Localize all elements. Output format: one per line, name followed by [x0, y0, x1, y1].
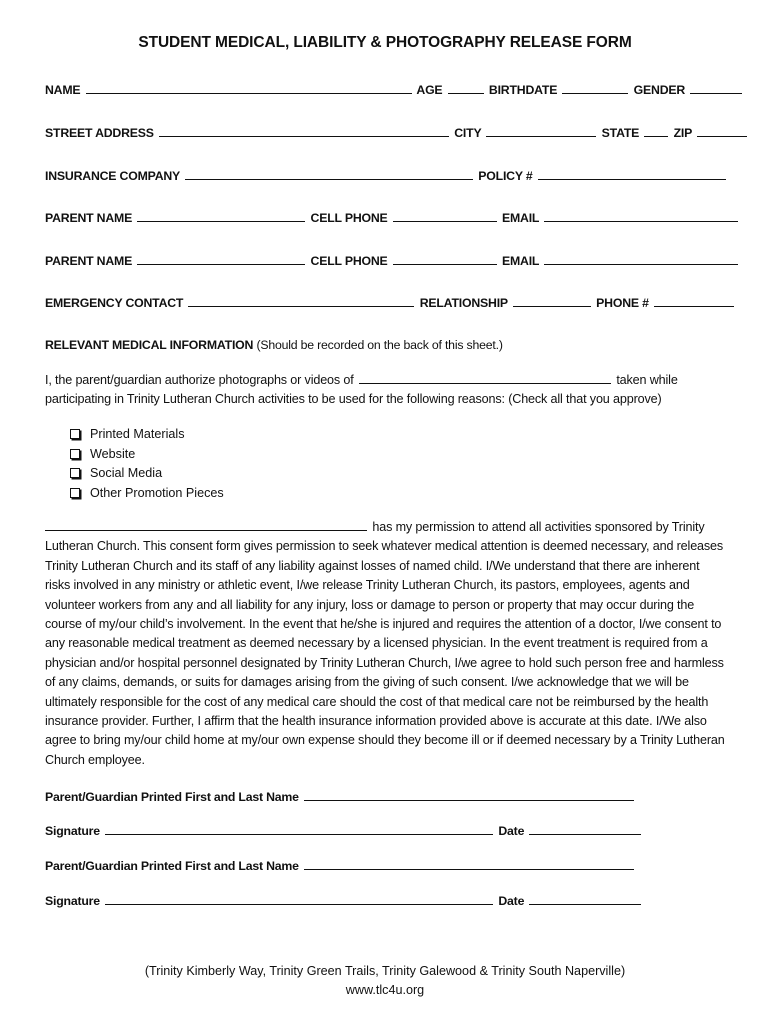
- city-field[interactable]: [486, 125, 596, 137]
- emergency-contact-field[interactable]: [188, 295, 414, 307]
- insurance-company-field[interactable]: [185, 168, 473, 180]
- relationship-label: RELATIONSHIP: [419, 296, 508, 310]
- state-label: STATE: [601, 126, 640, 140]
- zip-label: ZIP: [673, 126, 692, 140]
- option-label: Website: [90, 446, 136, 461]
- birthdate-label: BIRTHDATE: [488, 83, 558, 97]
- option-social-media[interactable]: [70, 464, 224, 484]
- street-address-label: STREET ADDRESS: [45, 126, 154, 140]
- date-field-2[interactable]: [529, 893, 641, 905]
- parent-name-label-1: PARENT NAME: [45, 211, 133, 225]
- zip-field[interactable]: [697, 125, 747, 137]
- medical-info-note: (Should be recorded on the back of this sheet.): [256, 338, 503, 352]
- signature-label-1: Signature: [45, 824, 100, 838]
- insurance-row: [45, 168, 725, 183]
- footer-locations: (Trinity Kimberly Way, Trinity Green Trails, Trinity Galewood & Trinity South Naperville): [144, 964, 626, 978]
- insurance-company-label: INSURANCE COMPANY: [45, 169, 180, 183]
- footer: [0, 962, 770, 1000]
- option-printed-materials[interactable]: [70, 425, 224, 445]
- name-label: NAME: [45, 83, 81, 97]
- city-label: CITY: [454, 126, 482, 140]
- signature-field-2[interactable]: [105, 893, 493, 905]
- option-label: Social Media: [90, 466, 163, 480]
- parent-name-field-2[interactable]: [137, 253, 305, 265]
- email-label-2: EMAIL: [501, 254, 540, 268]
- signature-row-2: [45, 893, 725, 908]
- option-website[interactable]: [70, 445, 224, 465]
- phone-label: PHONE #: [596, 296, 649, 310]
- student-info-row: [45, 82, 725, 97]
- photo-use-options: [70, 425, 224, 503]
- date-label-2: Date: [498, 894, 525, 908]
- date-label-1: Date: [498, 824, 525, 838]
- parent-row-2: [45, 253, 725, 268]
- name-field[interactable]: [86, 82, 412, 94]
- parent-row-1: [45, 210, 725, 225]
- photo-text-after: taken while participating in Trinity Lutheran Church activities to be used for the following reasons: (Check all that you approve): [45, 373, 678, 407]
- checkbox-icon[interactable]: [70, 429, 80, 439]
- emergency-row: [45, 295, 725, 310]
- consent-paragraph: [45, 518, 725, 770]
- cell-phone-field-2[interactable]: [393, 253, 497, 265]
- checkbox-icon[interactable]: [70, 468, 80, 478]
- printed-name-label-1: Parent/Guardian Printed First and Last Name: [45, 790, 299, 804]
- age-label: AGE: [416, 83, 443, 97]
- parent-name-field-1[interactable]: [137, 210, 305, 222]
- relationship-field[interactable]: [513, 295, 591, 307]
- state-field[interactable]: [644, 125, 668, 137]
- age-field[interactable]: [448, 82, 484, 94]
- cell-phone-label-1: CELL PHONE: [310, 211, 388, 225]
- cell-phone-label-2: CELL PHONE: [310, 254, 388, 268]
- emergency-contact-label: EMERGENCY CONTACT: [45, 296, 184, 310]
- printed-name-row-1: [45, 789, 725, 804]
- phone-field[interactable]: [654, 295, 734, 307]
- policy-label: POLICY #: [478, 169, 533, 183]
- printed-name-field-1[interactable]: [304, 789, 634, 801]
- date-field-1[interactable]: [529, 823, 641, 835]
- signature-field-1[interactable]: [105, 823, 493, 835]
- consent-text: has my permission to attend all activities sponsored by Trinity Lutheran Church. This consent form gives permission to seek whatever medical attention is deemed necessary, and releases Trinity Lutheran Church and its staff of any liability against losses of named child. I/We understand that there are inherent risks involved in any ministry or athletic event, I/we release Trinity Lutheran Church, its pastors, employees, agents and volunteer workers from any and all liability for any injury, loss or damage to person or property that may occur during the course of my/our child’s involvement. In the event that he/she is injured and requires the attention of a doctor, I/we consent to any reasonable medical treatment as deemed necessary by a licensed physician. In the event treatment is required from a physician and/or hospital personnel designated by Trinity Lutheran Church, I/we agree to hold such person free and harmless of any claims, demands, or suits for damages arising from the giving of such consent. I/we acknowledge that we will be ultimately responsible for the cost of any medical care should the cost of that medical care not be reimbursed by the health insurance provider. Further, I affirm that the health insurance information provided above is accurate at this date. I/We also agree to bring my/our child home at my/our own expense should they become ill or if deemed necessary by a Trinity Lutheran Church employee.: [45, 520, 725, 767]
- parent-name-label-2: PARENT NAME: [45, 254, 133, 268]
- option-label: Other Promotion Pieces: [90, 485, 224, 500]
- street-address-field[interactable]: [159, 125, 449, 137]
- birthdate-field[interactable]: [562, 82, 628, 94]
- printed-name-row-2: [45, 858, 725, 873]
- gender-label: GENDER: [633, 83, 686, 97]
- gender-field[interactable]: [690, 82, 742, 94]
- cell-phone-field-1[interactable]: [393, 210, 497, 222]
- email-field-1[interactable]: [544, 210, 738, 222]
- option-other-promotion[interactable]: [70, 484, 224, 504]
- medical-info-row: [45, 338, 725, 352]
- medical-info-label: RELEVANT MEDICAL INFORMATION: [45, 338, 254, 352]
- signature-row-1: [45, 823, 725, 838]
- footer-website[interactable]: www.tlc4u.org: [345, 983, 425, 997]
- consent-child-name-field[interactable]: [45, 519, 367, 531]
- form-title: STUDENT MEDICAL, LIABILITY & PHOTOGRAPHY RELEASE FORM: [138, 34, 632, 51]
- printed-name-label-2: Parent/Guardian Printed First and Last Name: [45, 859, 299, 873]
- policy-field[interactable]: [538, 168, 726, 180]
- checkbox-icon[interactable]: [70, 449, 80, 459]
- signature-label-2: Signature: [45, 894, 100, 908]
- photo-authorization-text: [45, 371, 725, 410]
- printed-name-field-2[interactable]: [304, 858, 634, 870]
- option-label: Printed Materials: [90, 427, 185, 441]
- email-field-2[interactable]: [544, 253, 738, 265]
- address-row: [45, 125, 725, 140]
- photo-text-before: I, the parent/guardian authorize photographs or videos of: [45, 373, 354, 387]
- checkbox-icon[interactable]: [70, 488, 80, 498]
- photo-child-name-field[interactable]: [359, 372, 611, 384]
- email-label-1: EMAIL: [501, 211, 540, 225]
